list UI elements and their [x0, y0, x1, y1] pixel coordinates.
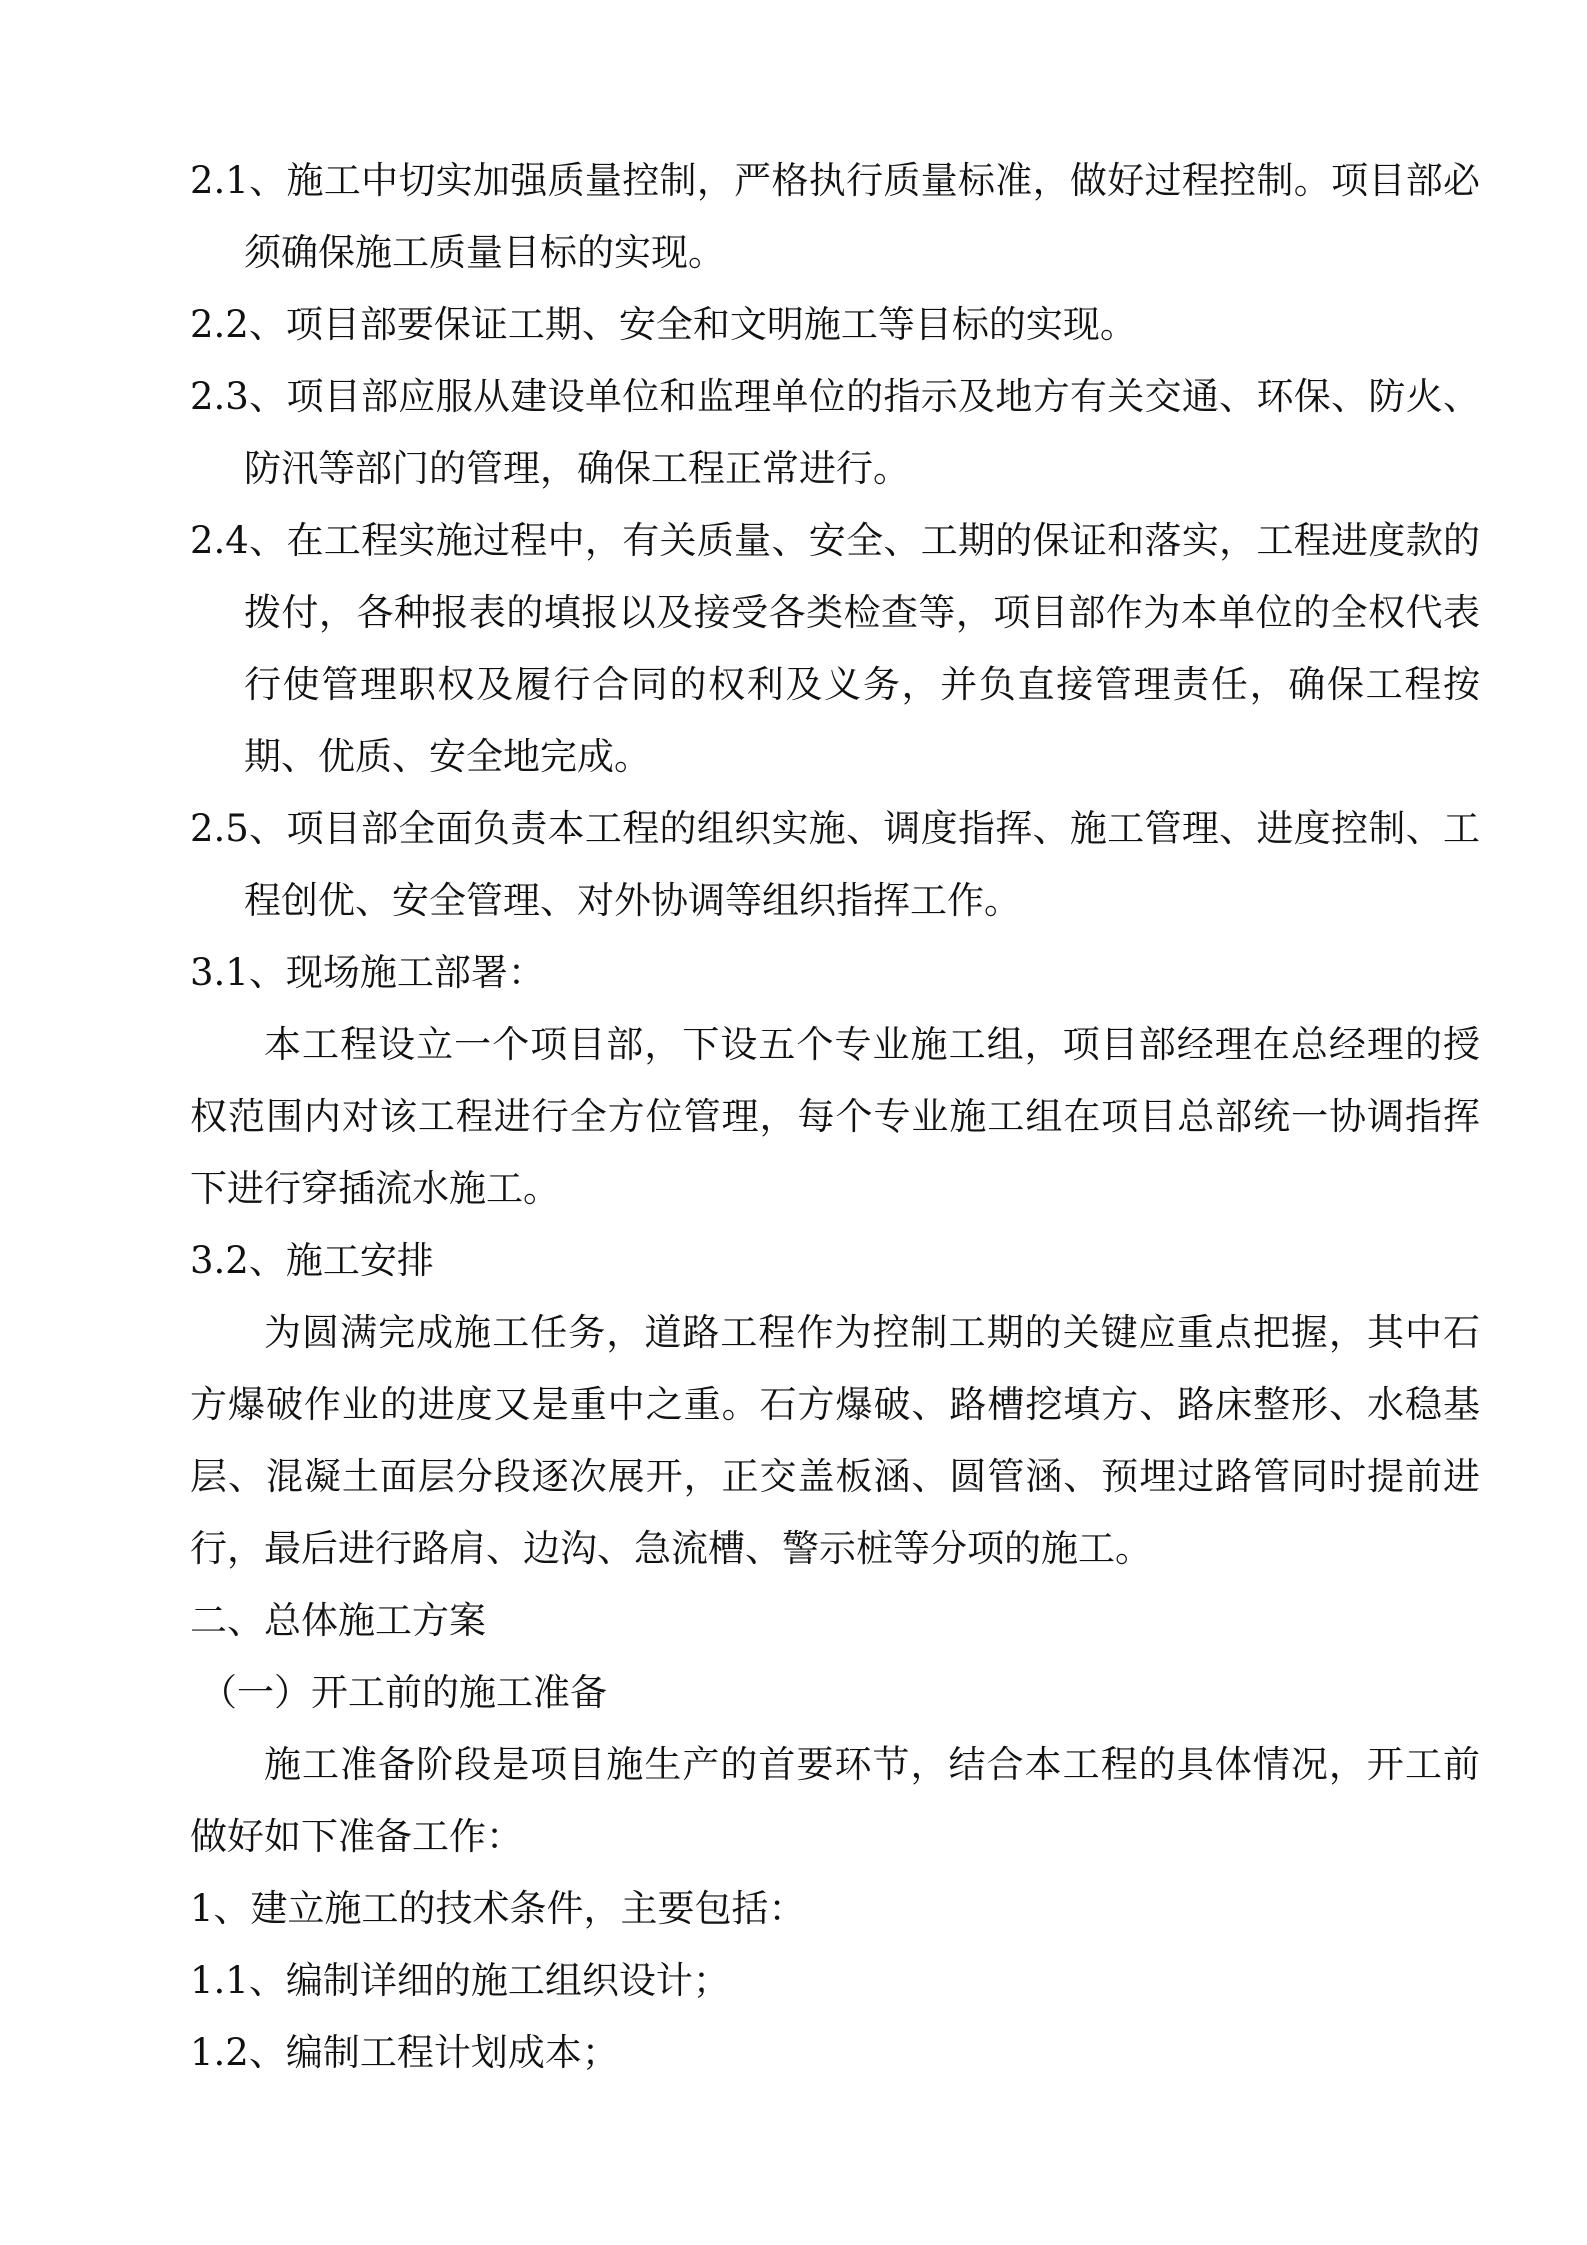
subsection-heading-preparation: （一）开工前的施工准备 [200, 1671, 607, 1714]
heading-3-2: 3.2、施工安排 [190, 1239, 434, 1282]
section-heading-overall-plan: 二、总体施工方案 [190, 1599, 486, 1642]
item-1: 1、建立施工的技术条件，主要包括： [190, 1887, 806, 1930]
clause-2-5: 2.5、项目部全面负责本工程的组织实施、调度指挥、施工管理、进度控制、工程创优、安全管理、对外协调等组织指挥工作。 [190, 807, 1480, 922]
clause-2-3: 2.3、项目部应服从建设单位和监理单位的指示及地方有关交通、环保、防火、防汛等部门的管理，确保工程正常进行。 [190, 375, 1480, 490]
paragraph-site-deployment: 本工程设立一个项目部，下设五个专业施工组，项目部经理在总经理的授权范围内对该工程进行全方位管理，每个专业施工组在项目总部统一协调指挥下进行穿插流水施工。 [190, 1023, 1480, 1210]
item-1-1: 1.1、编制详细的施工组织设计； [190, 1959, 730, 2002]
document-body [190, 145, 1480, 2089]
paragraph-preparation-intro: 施工准备阶段是项目施生产的首要环节，结合本工程的具体情况，开工前做好如下准备工作： [190, 1743, 1480, 1858]
item-1-2: 1.2、编制工程计划成本； [190, 2031, 619, 2074]
heading-3-1: 3.1、现场施工部署： [190, 951, 545, 994]
clause-2-4: 2.4、在工程实施过程中，有关质量、安全、工期的保证和落实，工程进度款的拨付，各种报表的填报以及接受各类检查等，项目部作为本单位的全权代表行使管理职权及履行合同的权利及义务，并负直接管理责任，确保工程按期、优质、安全地完成。 [190, 519, 1480, 778]
clause-2-1: 2.1、施工中切实加强质量控制，严格执行质量标准，做好过程控制。项目部必须确保施工质量目标的实现。 [190, 159, 1480, 274]
clause-2-2: 2.2、项目部要保证工期、安全和文明施工等目标的实现。 [190, 303, 1137, 346]
paragraph-construction-arrangement: 为圆满完成施工任务，道路工程作为控制工期的关键应重点把握，其中石方爆破作业的进度又是重中之重。石方爆破、路槽挖填方、路床整形、水稳基层、混凝土面层分段逐次展开，正交盖板涵、圆管涵、预埋过路管同时提前进行，最后进行路肩、边沟、急流槽、警示桩等分项的施工。 [190, 1311, 1480, 1570]
